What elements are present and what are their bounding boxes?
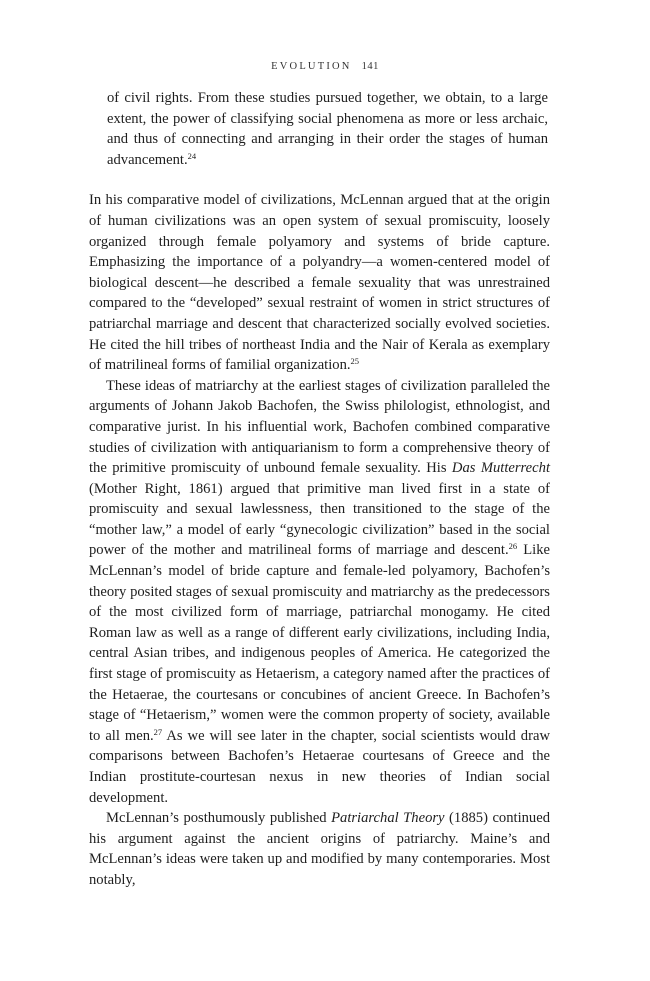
footnote-ref-24: 24 bbox=[187, 150, 197, 161]
paragraph-bachofen bbox=[89, 376, 550, 808]
running-head bbox=[0, 61, 650, 72]
block-quote-spacer bbox=[89, 170, 550, 190]
paragraph-text: Like McLennan’s model of bride capture and female-led polyamory, Bachofen’s theory posited stages of sexual promiscuity and matriarchy as the predecessors of the most civilized form of marriage, patriarchal monogamy. He cited Roman law as well as a range of different early civilizations, including India, central Asian tribes, and indigenous peoples of America. He categorized the first stage of promiscuity as Hetaerism, a category named after the practices of the Hetaerae, the courtesans or concubines of ancient Greece. In Bachofen’s stage of “Hetaerism,” women were the common property of society, available to all men. bbox=[89, 542, 550, 744]
footnote-ref-27: 27 bbox=[153, 726, 163, 737]
paragraph-text: McLennan’s posthumously published bbox=[106, 810, 332, 827]
paragraph-text: These ideas of matriarchy at the earliest stages of civilization paralleled the arguments of Johann Jakob Bachofen, the Swiss philologist, ethnologist, and comparative jurist. In his influential work, Bachofen combined comparative studies of civilization with antiquarianism to form a comprehensive theory of the primitive promiscuity of unbound female sexuality. His bbox=[89, 377, 550, 477]
footnote-ref-25: 25 bbox=[350, 356, 360, 367]
paragraph-text: As we will see later in the chapter, social scientists would draw comparisons between Bachofen’s Hetaerae courtesans of Greece and the Indian prostitute-courtesan nexus in new theories of Indian social development. bbox=[89, 727, 550, 806]
paragraph-mclennan-model bbox=[89, 190, 550, 375]
footnote-ref-26: 26 bbox=[508, 541, 518, 552]
block-quote-text: of civil rights. From these studies pursued together, we obtain, to a large extent, the power of classifying social phenomena as more or less archaic, and thus of connecting and arranging in their order the stages of human advancement. bbox=[107, 90, 548, 168]
paragraph-patriarchal-theory bbox=[89, 808, 550, 890]
book-title-das-mutterrecht: Das Mutterrecht bbox=[451, 460, 550, 477]
body-text bbox=[89, 88, 550, 891]
book-title-patriarchal-theory: Patriarchal Theory bbox=[331, 810, 445, 827]
block-quote bbox=[89, 88, 550, 170]
paragraph-text: (Mother Right, 1861) argued that primitive man lived first in a state of promiscuity and sexual lawlessness, then transitioned to the stage of the “mother law,” a model of early “gynecologic civilization” based in the social power of the mother and matrilineal forms of marriage and descent. bbox=[89, 480, 550, 559]
paragraph-text: In his comparative model of civilizations, McLennan argued that at the origin of human civilizations was an open system of sexual promiscuity, loosely organized through female polyamory and systems of bride capture. Emphasizing the importance of a polyandry—a women-centered model of biological descent—he described a female sexuality that was unrestrained compared to the “developed” sexual restraint of women in strict structures of patriarchal marriage and descent that characterized socially evolved societies. He cited the hill tribes of northeast India and the Nair of Kerala as exemplary of matrilineal forms of familial organization. bbox=[89, 192, 550, 374]
running-head-section: EVOLUTION bbox=[271, 61, 352, 72]
page-number: 141 bbox=[361, 61, 379, 72]
paragraph-text: (1885) continued his argument against the ancient origins of patriarchy. Maine’s and McLennan’s ideas were taken up and modified by many contemporaries. Most notably, bbox=[89, 810, 550, 888]
